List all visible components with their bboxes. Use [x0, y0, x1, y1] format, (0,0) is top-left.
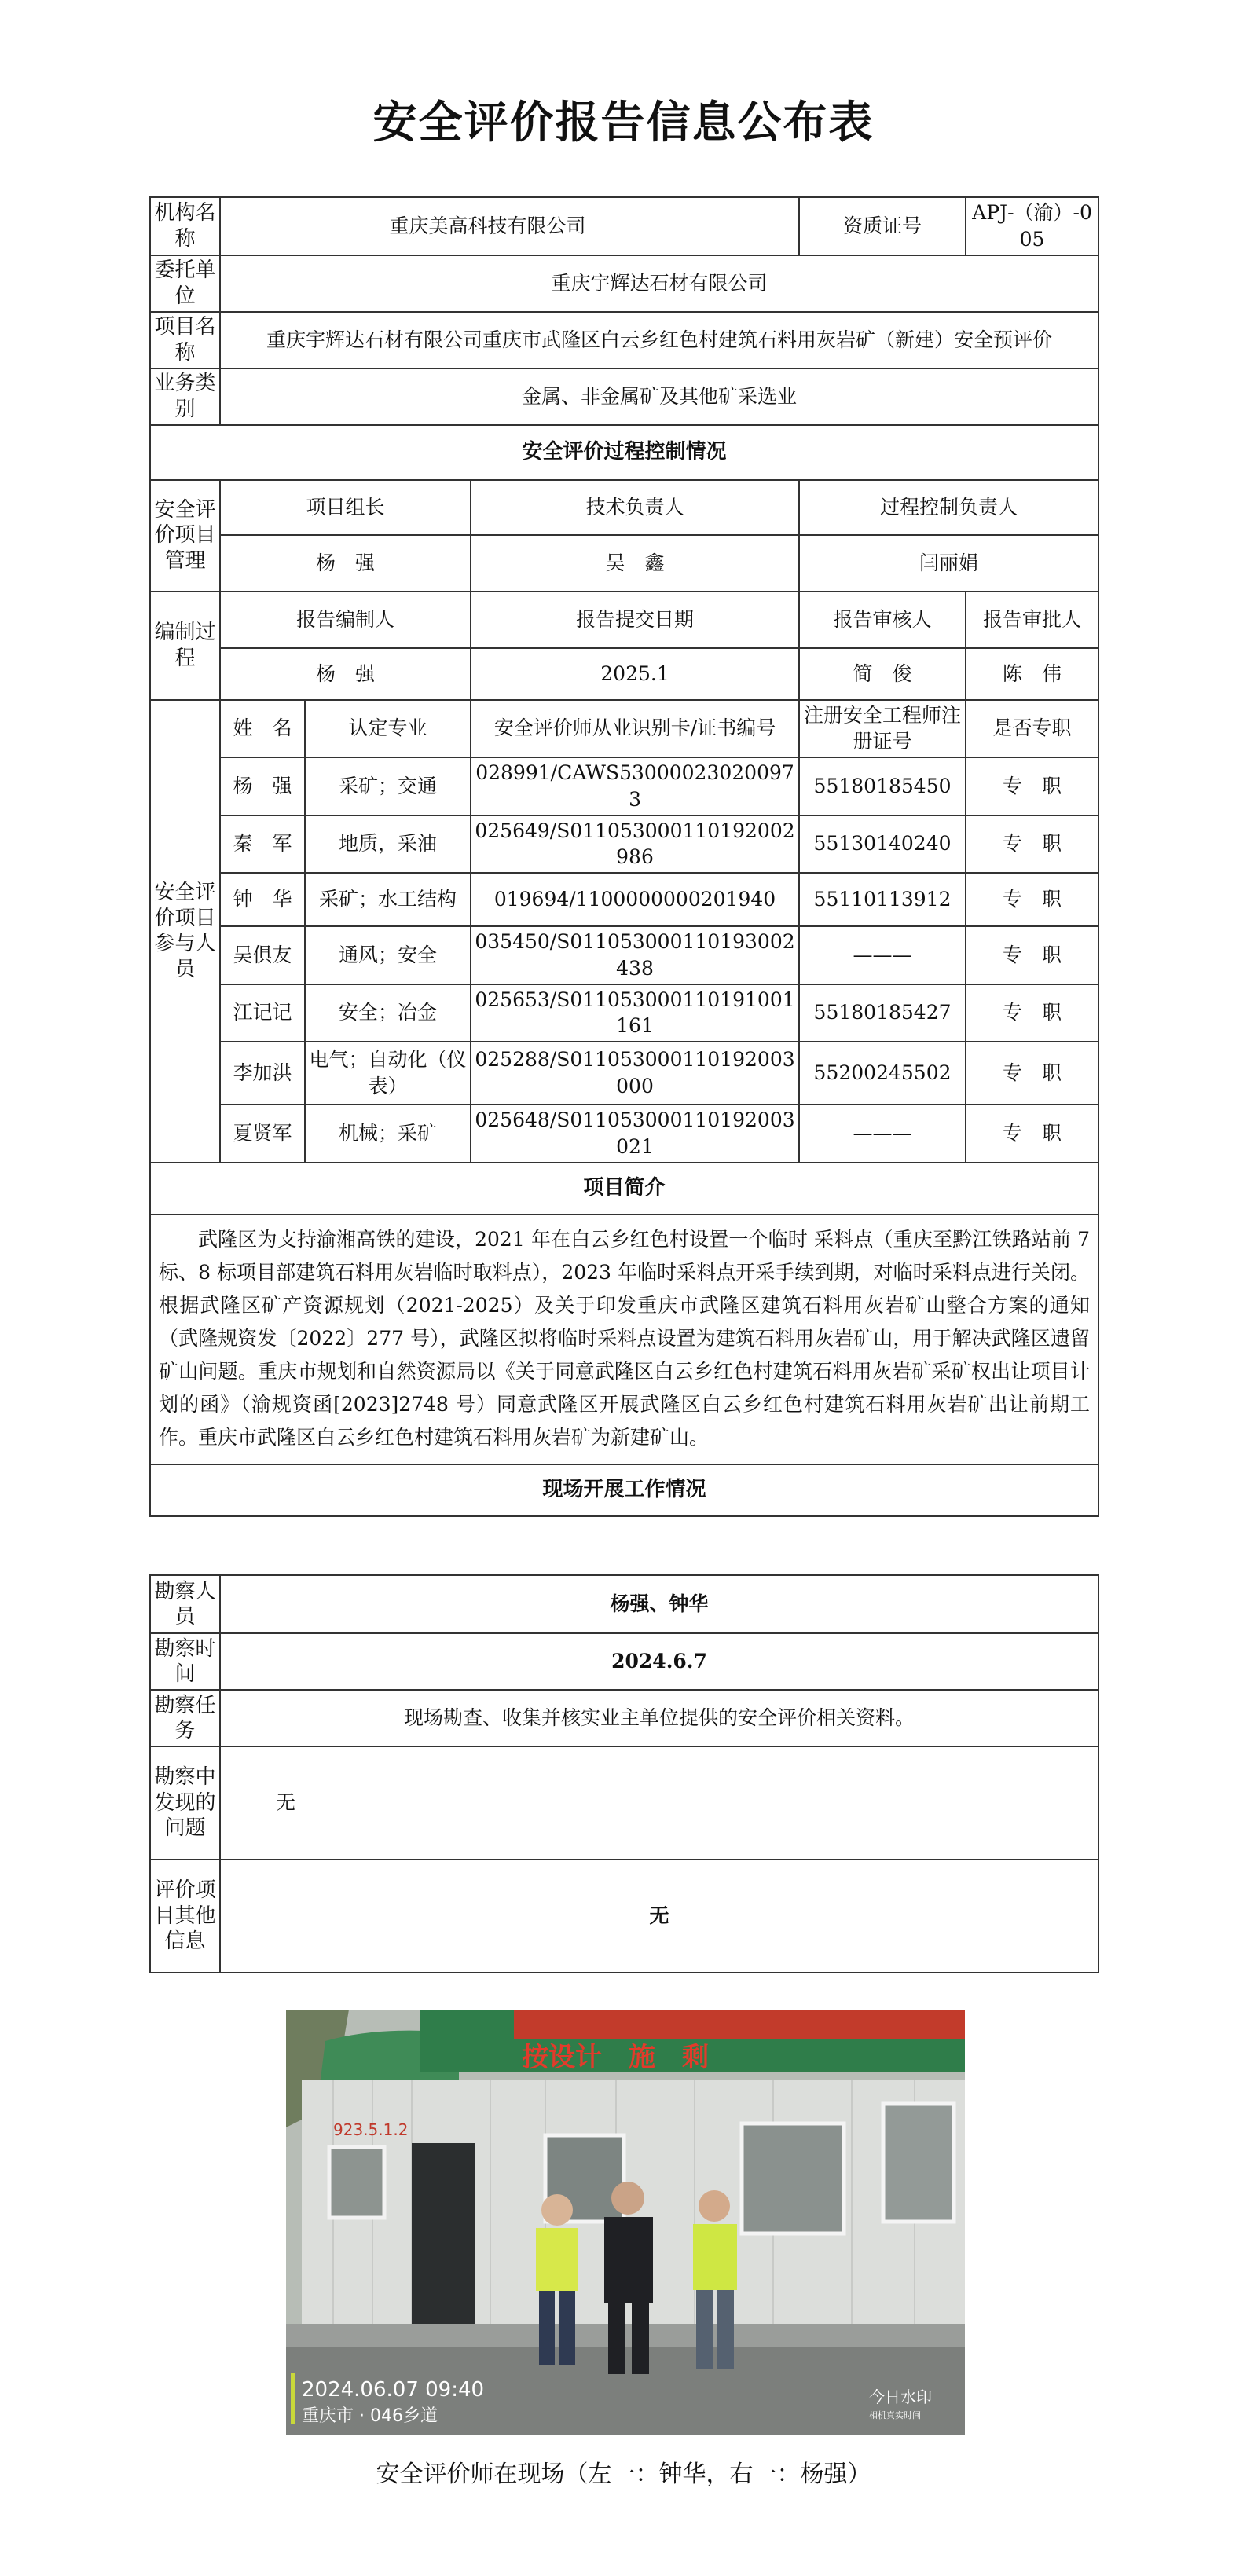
participants-header: 注册安全工程师注册证号: [799, 700, 966, 758]
photo-caption: 安全评价师在现场（左一：钟华，右一：杨强）: [376, 2461, 871, 2488]
org-value: 重庆美高科技有限公司: [220, 197, 799, 255]
business-label: 业务类别: [150, 368, 220, 425]
participants-header: 安全评价师从业识别卡/证书编号: [471, 700, 799, 758]
table-row: [150, 1105, 1098, 1163]
participant-name: 钟 华: [220, 873, 305, 926]
management-value: 杨 强: [220, 535, 471, 592]
table-row: [150, 984, 1098, 1042]
survey-time-value: 2024.6.7: [220, 1633, 1098, 1690]
site-photo-illustration: [286, 2010, 965, 2435]
page-title: 安全评价报告信息公布表: [372, 97, 875, 148]
survey-issues-value: 无: [220, 1746, 1098, 1860]
participant-card: 025649/S011053000110192002986: [471, 815, 799, 874]
org-label: 机构名称: [150, 197, 220, 255]
participants-header: 认定专业: [305, 700, 471, 758]
photo-timestamp: 2024.06.07 09:40: [302, 2378, 485, 2402]
participant-major: 采矿；水工结构: [305, 873, 471, 926]
compilation-value: 2025.1: [471, 648, 799, 700]
participant-reg: 55110113912: [799, 873, 966, 926]
info-table: [149, 196, 1099, 1517]
participant-name: 夏贤军: [220, 1105, 305, 1163]
compilation-header: 报告编制人: [220, 592, 471, 648]
survey-issues-label: 勘察中发现的问题: [150, 1746, 220, 1860]
participant-name: 杨 强: [220, 757, 305, 815]
project-value: 重庆宇辉达石材有限公司重庆市武隆区白云乡红色村建筑石料用灰岩矿（新建）安全预评价: [220, 312, 1098, 368]
participant-card: 035450/S011053000110193002438: [471, 926, 799, 984]
client-value: 重庆宇辉达石材有限公司: [220, 255, 1098, 312]
survey-other-label: 评价项目其他信息: [150, 1860, 220, 1973]
survey-time-label: 勘察时间: [150, 1633, 220, 1690]
business-value: 金属、非金属矿及其他矿采选业: [220, 368, 1098, 425]
participant-card: 025288/S011053000110192003000: [471, 1042, 799, 1105]
participant-fulltime: 专 职: [966, 757, 1098, 815]
intro-section-title: 项目简介: [150, 1163, 1098, 1215]
compilation-header: 报告审核人: [799, 592, 966, 648]
participant-reg: 55200245502: [799, 1042, 966, 1105]
participant-reg: 55130140240: [799, 815, 966, 874]
participant-reg: ———: [799, 1105, 966, 1163]
participant-name: 李加洪: [220, 1042, 305, 1105]
management-header: 技术负责人: [471, 480, 799, 535]
compilation-header: 报告审批人: [966, 592, 1098, 648]
survey-table: [149, 1574, 1099, 1973]
client-label: 委托单位: [150, 255, 220, 312]
compilation-value: 简 俊: [799, 648, 966, 700]
compilation-header: 报告提交日期: [471, 592, 799, 648]
survey-people-value: 杨强、钟华: [220, 1575, 1098, 1633]
participant-fulltime: 专 职: [966, 926, 1098, 984]
participant-card: 025653/S011053000110191001161: [471, 984, 799, 1042]
participants-label: 安全评价项目参与人员: [150, 700, 220, 1163]
survey-task-label: 勘察任务: [150, 1690, 220, 1746]
management-label: 安全评价项目管理: [150, 480, 220, 592]
door-number: 923.5.1.2: [333, 2120, 409, 2139]
participant-name: 吴俱友: [220, 926, 305, 984]
participant-card: 025648/S011053000110192003021: [471, 1105, 799, 1163]
participant-name: 江记记: [220, 984, 305, 1042]
management-header: 过程控制负责人: [799, 480, 1098, 535]
watermark-subtext: 相机真实时间: [869, 2410, 921, 2420]
participant-name: 秦 军: [220, 815, 305, 874]
participants-header: 是否专职: [966, 700, 1098, 758]
management-value: 闫丽娟: [799, 535, 1098, 592]
intro-text: 武隆区为支持渝湘高铁的建设，2021 年在白云乡红色村设置一个临时 采料点（重庆至黔江铁路站前 7 标、8 标项目部建筑石料用灰岩临时取料点），2023 年临时采料点开采手续到期，对临时采料点进行关闭。根据武隆区矿产资源规划（2021-2025）及关于印发重庆市武隆区建筑石料用灰岩矿山整合方案的通知（武隆规资发〔2022〕277 号），武隆区拟将临时采料点设置为建筑石料用灰岩矿山，用于解决武隆区遗留矿山问题。重庆市规划和自然资源局以《关于同意武隆区白云乡红色村建筑石料用灰岩矿采矿权出让项目计划的函》（渝规资函[2023]2748 号）同意武隆区开展武隆区白云乡红色村建筑石料用灰岩矿出让前期工作。重庆市武隆区白云乡红色村建筑石料用灰岩矿为新建矿山。: [150, 1215, 1098, 1464]
participant-fulltime: 专 职: [966, 984, 1098, 1042]
participant-major: 采矿；交通: [305, 757, 471, 815]
management-value: 吴 鑫: [471, 535, 799, 592]
participant-reg: 55180185427: [799, 984, 966, 1042]
participant-fulltime: 专 职: [966, 815, 1098, 874]
table-row: [150, 757, 1098, 815]
compilation-value: 陈 伟: [966, 648, 1098, 700]
table-row: [150, 815, 1098, 874]
site-photo: [286, 2010, 965, 2435]
participant-major: 机械；采矿: [305, 1105, 471, 1163]
photo-location: 重庆市 · 046乡道: [302, 2406, 438, 2426]
participant-major: 安全；冶金: [305, 984, 471, 1042]
participants-header: 姓 名: [220, 700, 305, 758]
table-row: [150, 873, 1098, 926]
participant-major: 地质，采油: [305, 815, 471, 874]
survey-other-value: 无: [220, 1860, 1098, 1973]
banner-text: 按设计 施 剩: [522, 2042, 709, 2073]
process-section-title: 安全评价过程控制情况: [150, 425, 1098, 480]
compilation-value: 杨 强: [220, 648, 471, 700]
participant-major: 通风；安全: [305, 926, 471, 984]
participant-fulltime: 专 职: [966, 1042, 1098, 1105]
project-label: 项目名称: [150, 312, 220, 368]
participant-major: 电气；自动化（仪表）: [305, 1042, 471, 1105]
cert-label: 资质证号: [799, 197, 966, 255]
management-header: 项目组长: [220, 480, 471, 535]
survey-task-value: 现场勘查、收集并核实业主单位提供的安全评价相关资料。: [220, 1690, 1098, 1746]
participant-reg: ———: [799, 926, 966, 984]
cert-value: APJ-（渝）-005: [966, 197, 1098, 255]
participant-reg: 55180185450: [799, 757, 966, 815]
participant-card: 028991/CAWS530000230200973: [471, 757, 799, 815]
watermark-logo: 今日水印: [869, 2387, 932, 2406]
table-row: [150, 926, 1098, 984]
site-section-title: 现场开展工作情况: [150, 1464, 1098, 1516]
participant-card: 019694/1100000000201940: [471, 873, 799, 926]
participant-fulltime: 专 职: [966, 1105, 1098, 1163]
compilation-label: 编制过程: [150, 592, 220, 700]
survey-people-label: 勘察人员: [150, 1575, 220, 1633]
participant-fulltime: 专 职: [966, 873, 1098, 926]
table-row: [150, 1042, 1098, 1105]
